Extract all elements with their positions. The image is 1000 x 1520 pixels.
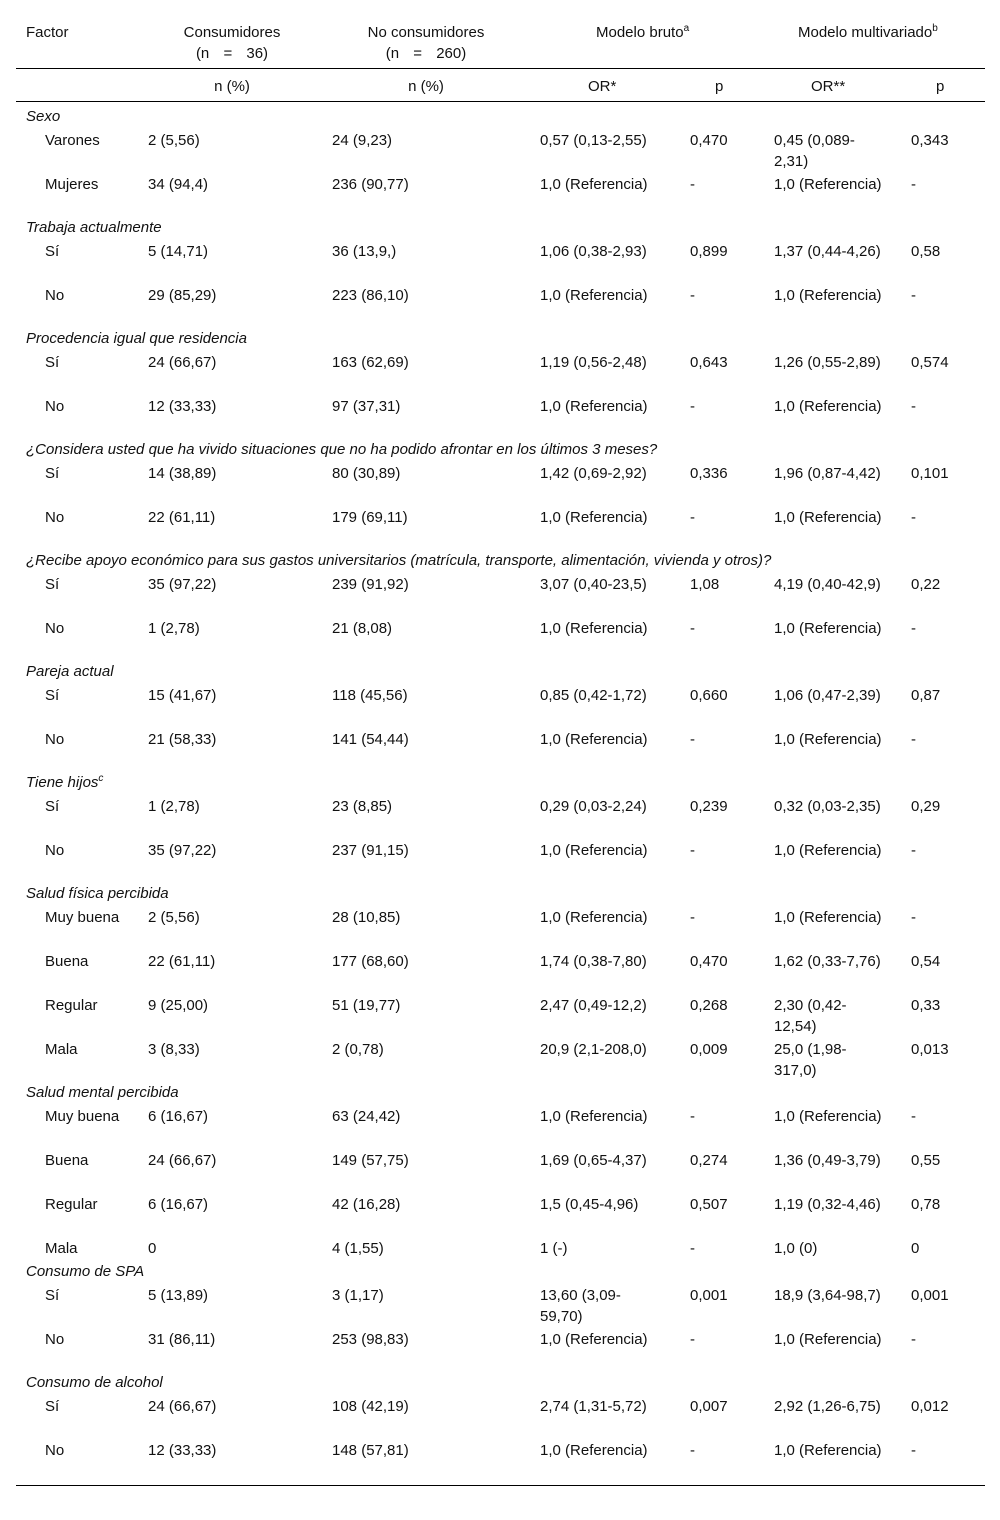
row-label: No (45, 842, 65, 859)
p-bruto-cell: - (690, 620, 695, 637)
consumidores-cell: 31 (86,11) (148, 1331, 216, 1348)
no-consumidores-cell: 179 (69,11) (332, 509, 408, 526)
table-row (16, 462, 985, 506)
table-row (16, 506, 985, 550)
table-row (16, 839, 985, 883)
p-bruto-cell: 0,470 (690, 953, 728, 970)
consumidores-cell: 29 (85,29) (148, 287, 217, 304)
p-multivariado-cell: - (911, 909, 916, 926)
or-bruto-cell: 0,85 (0,42-1,72) (540, 687, 647, 704)
p-multivariado-cell: 0,001 (911, 1287, 949, 1304)
p-multivariado-cell: 0,013 (911, 1041, 949, 1058)
p-bruto-cell: 0,643 (690, 354, 728, 371)
p-bruto-cell: - (690, 398, 695, 415)
table-row (16, 994, 985, 1038)
row-label: No (45, 287, 65, 304)
or-multivariado-cell: 1,0 (Referencia) (774, 620, 882, 637)
p-bruto-cell: - (690, 1442, 695, 1459)
table-row (16, 1395, 985, 1439)
or-bruto-cell: 1,0 (Referencia) (540, 1108, 648, 1125)
no-consumidores-cell: 21 (8,08) (332, 620, 393, 637)
row-label: Sí (45, 798, 60, 815)
p-multivariado-cell: 0,101 (911, 465, 949, 482)
table-row (16, 1193, 985, 1237)
or-multivariado-cell: 1,0 (0) (774, 1240, 818, 1257)
header-modelo-bruto: Modelo bruto$^a$ (596, 23, 690, 41)
p-multivariado-cell: 0,87 (911, 687, 941, 704)
or-multivariado-cell: 2,30 (0,42-12,54) (774, 997, 847, 1035)
row-label: Muy buena (45, 1108, 120, 1125)
no-consumidores-cell: 177 (68,60) (332, 953, 409, 970)
p-bruto-cell: 0,470 (690, 132, 728, 149)
section-title: Trabaja actualmente (26, 219, 162, 236)
p-bruto-cell: 0,007 (690, 1398, 728, 1415)
table-row (16, 906, 985, 950)
no-consumidores-cell: 163 (62,69) (332, 354, 409, 371)
p-multivariado-cell: 0,55 (911, 1152, 941, 1169)
consumidores-cell: 34 (94,4) (148, 176, 209, 193)
p-bruto-cell: 0,009 (690, 1041, 728, 1058)
no-consumidores-cell: 23 (8,85) (332, 798, 393, 815)
consumidores-cell: 12 (33,33) (148, 1442, 217, 1459)
no-consumidores-cell: 239 (91,92) (332, 576, 409, 593)
or-multivariado-cell: 1,36 (0,49-3,79) (774, 1152, 881, 1169)
section-title: Tiene hijos$^c$ (26, 773, 104, 791)
table-row (16, 395, 985, 439)
p-multivariado-cell: - (911, 509, 916, 526)
or-multivariado-cell: 1,0 (Referencia) (774, 731, 882, 748)
no-consumidores-cell: 118 (45,56) (332, 687, 408, 704)
or-bruto-cell: 13,60 (3,09-59,70) (540, 1287, 621, 1325)
p-bruto-cell: - (690, 909, 695, 926)
table-header (16, 12, 985, 69)
section-title: Salud mental percibida (26, 1084, 179, 1101)
p-multivariado-cell: 0,33 (911, 997, 941, 1014)
row-label: No (45, 398, 65, 415)
no-consumidores-cell: 24 (9,23) (332, 132, 393, 149)
consumidores-cell: 24 (66,67) (148, 354, 217, 371)
consumidores-cell: 21 (58,33) (148, 731, 217, 748)
p-bruto-cell: - (690, 1331, 695, 1348)
or-bruto-cell: 3,07 (0,40-23,5) (540, 576, 647, 593)
consumidores-cell: 12 (33,33) (148, 398, 217, 415)
row-label: Buena (45, 953, 89, 970)
row-label: Muy buena (45, 909, 120, 926)
consumidores-cell: 22 (61,11) (148, 953, 216, 970)
p-multivariado-cell: - (911, 398, 916, 415)
or-bruto-cell: 1,5 (0,45-4,96) (540, 1196, 639, 1213)
or-bruto-cell: 1,0 (Referencia) (540, 842, 648, 859)
or-bruto-cell: 1,19 (0,56-2,48) (540, 354, 647, 371)
row-label: Sí (45, 687, 60, 704)
table-row (16, 129, 985, 173)
row-label: Mala (45, 1041, 78, 1058)
or-bruto-cell: 1,0 (Referencia) (540, 909, 648, 926)
consumidores-cell: 3 (8,33) (148, 1041, 200, 1058)
p-bruto-cell: 0,274 (690, 1152, 728, 1169)
p-multivariado-cell: 0,54 (911, 953, 941, 970)
or-multivariado-cell: 2,92 (1,26-6,75) (774, 1398, 881, 1415)
or-bruto-cell: 1,0 (Referencia) (540, 620, 648, 637)
or-multivariado-cell: 1,0 (Referencia) (774, 842, 882, 859)
or-multivariado-cell: 18,9 (3,64-98,7) (774, 1287, 881, 1304)
or-multivariado-cell: 1,0 (Referencia) (774, 398, 882, 415)
p-multivariado-cell: 0 (911, 1240, 920, 1257)
table-bottom-rule (16, 1485, 985, 1486)
p-bruto-cell: 0,899 (690, 243, 728, 260)
table-row (16, 795, 985, 839)
consumidores-cell: 24 (66,67) (148, 1152, 217, 1169)
subheader-p-bruto: p (715, 78, 724, 95)
or-multivariado-cell: 1,0 (Referencia) (774, 509, 882, 526)
p-multivariado-cell: 0,29 (911, 798, 941, 815)
or-bruto-cell: 1,42 (0,69-2,92) (540, 465, 647, 482)
consumidores-cell: 1 (2,78) (148, 798, 200, 815)
p-bruto-cell: 0,660 (690, 687, 728, 704)
row-label: Sí (45, 576, 60, 593)
p-multivariado-cell: - (911, 731, 916, 748)
p-multivariado-cell: 0,22 (911, 576, 941, 593)
p-bruto-cell: - (690, 287, 695, 304)
p-bruto-cell: - (690, 176, 695, 193)
p-multivariado-cell: - (911, 176, 916, 193)
or-multivariado-cell: 1,19 (0,32-4,46) (774, 1196, 881, 1213)
consumidores-cell: 5 (14,71) (148, 243, 209, 260)
table-row (16, 950, 985, 994)
subheader-n-pct-no-consumidores: n (%) (408, 78, 444, 95)
or-multivariado-cell: 4,19 (0,40-42,9) (774, 576, 881, 593)
or-multivariado-cell: 1,26 (0,55-2,89) (774, 354, 881, 371)
consumidores-cell: 6 (16,67) (148, 1108, 209, 1125)
p-multivariado-cell: 0,78 (911, 1196, 941, 1213)
row-label: Sí (45, 354, 60, 371)
row-label: Varones (45, 132, 100, 149)
or-bruto-cell: 1,69 (0,65-4,37) (540, 1152, 647, 1169)
p-multivariado-cell: 0,343 (911, 132, 949, 149)
p-multivariado-cell: - (911, 1331, 916, 1348)
no-consumidores-cell: 141 (54,44) (332, 731, 409, 748)
p-multivariado-cell: 0,574 (911, 354, 949, 371)
table-row (16, 240, 985, 284)
or-multivariado-cell: 1,0 (Referencia) (774, 1442, 882, 1459)
or-bruto-cell: 1,0 (Referencia) (540, 731, 648, 748)
table-row (16, 573, 985, 617)
subheader-p-multivariado: p (936, 78, 945, 95)
p-bruto-cell: - (690, 731, 695, 748)
row-label: Sí (45, 465, 60, 482)
no-consumidores-cell: 80 (30,89) (332, 465, 401, 482)
p-multivariado-cell: - (911, 620, 916, 637)
or-multivariado-cell: 1,0 (Referencia) (774, 1108, 882, 1125)
or-bruto-cell: 1,0 (Referencia) (540, 176, 648, 193)
or-bruto-cell: 1,06 (0,38-2,93) (540, 243, 647, 260)
row-label: Mujeres (45, 176, 99, 193)
consumidores-cell: 35 (97,22) (148, 576, 217, 593)
or-multivariado-cell: 1,0 (Referencia) (774, 909, 882, 926)
or-bruto-cell: 1,0 (Referencia) (540, 1442, 648, 1459)
consumidores-cell: 2 (5,56) (148, 132, 200, 149)
p-bruto-cell: 0,239 (690, 798, 728, 815)
table-subheader (16, 69, 985, 102)
or-multivariado-cell: 1,0 (Referencia) (774, 287, 882, 304)
row-label: Sí (45, 243, 60, 260)
no-consumidores-cell: 223 (86,10) (332, 287, 409, 304)
row-label: No (45, 509, 65, 526)
section-title: ¿Considera usted que ha vivido situaciones que no ha podido afrontar en los últimos 3 meses? (26, 441, 658, 458)
no-consumidores-cell: 36 (13,9,) (332, 243, 397, 260)
no-consumidores-cell: 51 (19,77) (332, 997, 401, 1014)
or-multivariado-cell: 1,0 (Referencia) (774, 176, 882, 193)
table-body (16, 102, 985, 1483)
p-multivariado-cell: - (911, 842, 916, 859)
no-consumidores-cell: 236 (90,77) (332, 176, 409, 193)
consumidores-cell: 2 (5,56) (148, 909, 200, 926)
table-row (16, 1105, 985, 1149)
or-bruto-cell: 1,0 (Referencia) (540, 1331, 648, 1348)
or-multivariado-cell: 0,45 (0,089-2,31) (774, 132, 855, 170)
no-consumidores-cell: 28 (10,85) (332, 909, 401, 926)
results-table (16, 12, 985, 1486)
section-title: Consumo de SPA (26, 1263, 145, 1280)
p-bruto-cell: 0,268 (690, 997, 728, 1014)
row-label: No (45, 731, 65, 748)
or-bruto-cell: 2,47 (0,49-12,2) (540, 997, 647, 1014)
subheader-n-pct-consumidores: n (%) (214, 78, 250, 95)
section-title: Pareja actual (26, 663, 114, 680)
row-label: Sí (45, 1287, 60, 1304)
row-label: Buena (45, 1152, 89, 1169)
p-bruto-cell: - (690, 842, 695, 859)
section-title: Consumo de alcohol (26, 1374, 163, 1391)
p-bruto-cell: - (690, 1108, 695, 1125)
table-row (16, 728, 985, 772)
or-bruto-cell: 1,0 (Referencia) (540, 287, 648, 304)
section-title: Salud física percibida (26, 885, 169, 902)
consumidores-cell: 9 (25,00) (148, 997, 209, 1014)
no-consumidores-cell: 63 (24,42) (332, 1108, 401, 1125)
section-title: Sexo (26, 108, 61, 125)
table-row (16, 1328, 985, 1372)
table-row (16, 1038, 985, 1082)
consumidores-cell: 0 (148, 1240, 157, 1257)
table-row (16, 1284, 985, 1328)
section-title: Procedencia igual que residencia (26, 330, 247, 347)
header-no-consumidores: No consumidores (n = 260) (367, 24, 485, 62)
table-row (16, 684, 985, 728)
consumidores-cell: 6 (16,67) (148, 1196, 209, 1213)
table-row (16, 1149, 985, 1193)
or-multivariado-cell: 1,06 (0,47-2,39) (774, 687, 881, 704)
p-multivariado-cell: - (911, 1108, 916, 1125)
row-label: No (45, 1331, 65, 1348)
or-bruto-cell: 0,29 (0,03-2,24) (540, 798, 647, 815)
header-modelo-multivariado: Modelo multivariado$^b$ (798, 23, 938, 41)
p-multivariado-cell: - (911, 287, 916, 304)
p-multivariado-cell: 0,58 (911, 243, 941, 260)
or-multivariado-cell: 1,62 (0,33-7,76) (774, 953, 881, 970)
row-label: Sí (45, 1398, 60, 1415)
or-multivariado-cell: 25,0 (1,98-317,0) (774, 1041, 847, 1079)
table-row (16, 1439, 985, 1483)
table-row (16, 351, 985, 395)
or-bruto-cell: 1,0 (Referencia) (540, 509, 648, 526)
row-label: No (45, 620, 65, 637)
or-bruto-cell: 1 (-) (540, 1240, 568, 1257)
no-consumidores-cell: 108 (42,19) (332, 1398, 409, 1415)
table-row (16, 173, 985, 217)
or-bruto-cell: 2,74 (1,31-5,72) (540, 1398, 647, 1415)
table-row (16, 1237, 985, 1261)
consumidores-cell: 15 (41,67) (148, 687, 217, 704)
consumidores-cell: 35 (97,22) (148, 842, 217, 859)
or-multivariado-cell: 1,0 (Referencia) (774, 1331, 882, 1348)
header-consumidores: Consumidores (n = 36) (183, 24, 281, 62)
subheader-or-multivariado: OR** (811, 78, 846, 95)
header-factor: Factor (26, 24, 69, 41)
row-label: Mala (45, 1240, 78, 1257)
row-label: No (45, 1442, 65, 1459)
no-consumidores-cell: 253 (98,83) (332, 1331, 409, 1348)
no-consumidores-cell: 2 (0,78) (332, 1041, 384, 1058)
or-bruto-cell: 1,74 (0,38-7,80) (540, 953, 647, 970)
table-row (16, 284, 985, 328)
or-bruto-cell: 1,0 (Referencia) (540, 398, 648, 415)
p-bruto-cell: 0,336 (690, 465, 728, 482)
consumidores-cell: 14 (38,89) (148, 465, 217, 482)
row-label: Regular (45, 997, 98, 1014)
p-bruto-cell: 0,001 (690, 1287, 728, 1304)
p-bruto-cell: 1,08 (690, 576, 720, 593)
section-title: ¿Recibe apoyo económico para sus gastos universitarios (matrícula, transporte, alimentación, vivienda y otros)? (26, 552, 772, 569)
or-bruto-cell: 20,9 (2,1-208,0) (540, 1041, 647, 1058)
or-bruto-cell: 0,57 (0,13-2,55) (540, 132, 647, 149)
or-multivariado-cell: 0,32 (0,03-2,35) (774, 798, 881, 815)
table-row (16, 617, 985, 661)
p-bruto-cell: - (690, 509, 695, 526)
consumidores-cell: 1 (2,78) (148, 620, 200, 637)
row-label: Regular (45, 1196, 98, 1213)
or-multivariado-cell: 1,96 (0,87-4,42) (774, 465, 881, 482)
p-multivariado-cell: - (911, 1442, 916, 1459)
p-bruto-cell: 0,507 (690, 1196, 728, 1213)
p-bruto-cell: - (690, 1240, 695, 1257)
no-consumidores-cell: 237 (91,15) (332, 842, 409, 859)
or-multivariado-cell: 1,37 (0,44-4,26) (774, 243, 881, 260)
no-consumidores-cell: 4 (1,55) (332, 1240, 384, 1257)
no-consumidores-cell: 148 (57,81) (332, 1442, 409, 1459)
no-consumidores-cell: 42 (16,28) (332, 1196, 401, 1213)
no-consumidores-cell: 149 (57,75) (332, 1152, 409, 1169)
subheader-or-bruto: OR* (588, 78, 617, 95)
no-consumidores-cell: 97 (37,31) (332, 398, 401, 415)
consumidores-cell: 22 (61,11) (148, 509, 216, 526)
consumidores-cell: 5 (13,89) (148, 1287, 209, 1304)
consumidores-cell: 24 (66,67) (148, 1398, 217, 1415)
no-consumidores-cell: 3 (1,17) (332, 1287, 384, 1304)
p-multivariado-cell: 0,012 (911, 1398, 949, 1415)
